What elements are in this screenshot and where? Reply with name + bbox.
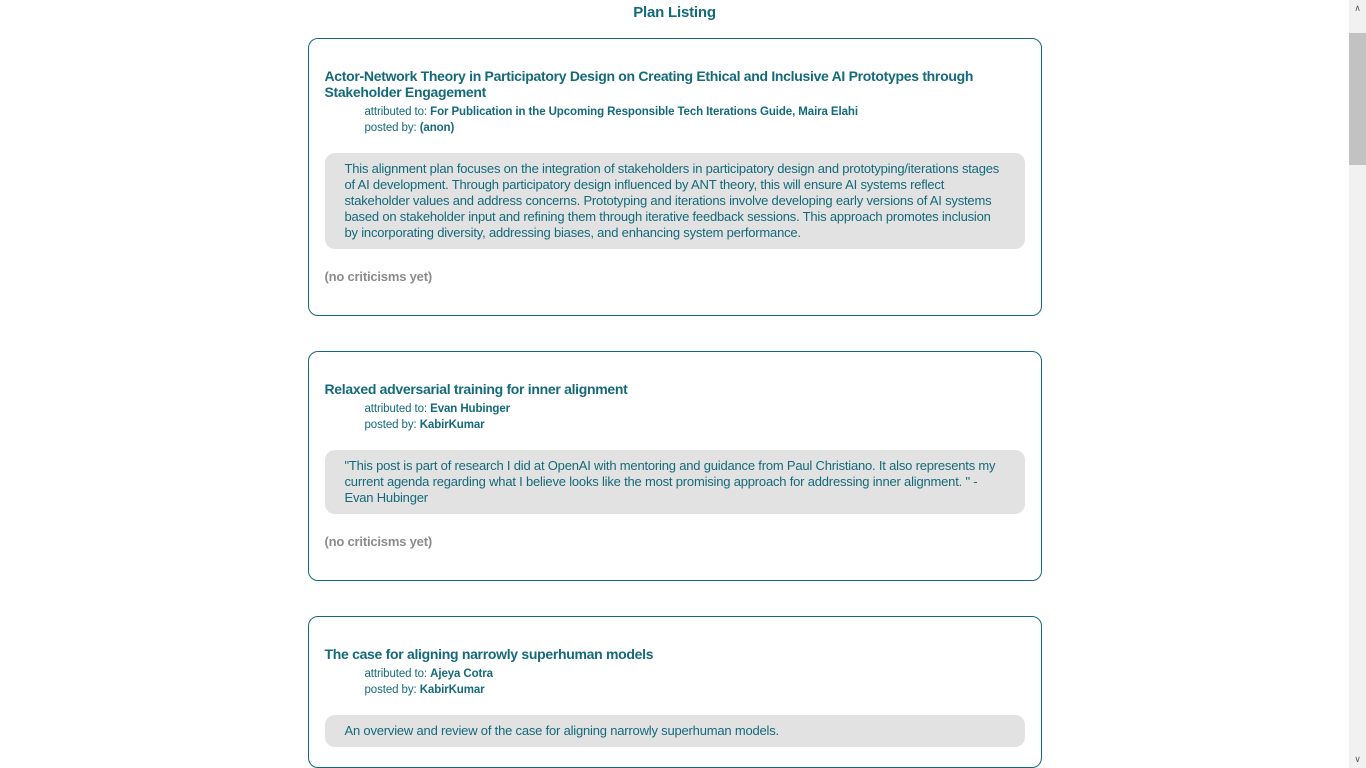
scroll-up-button[interactable] [1349, 0, 1366, 17]
plan-listing-page [0, 4, 1349, 768]
plan-description: This alignment plan focuses on the integration of stakeholders in participatory design and prototyping/iterations stages of AI development. Through participatory design influenced by ANT theory, this will ensure AI systems reflect stakeholder values and address concerns. Prototyping and iterations involve developing early versions of AI systems based on stakeholder input and refining them through iterative feedback sessions. This approach promotes inclusion by incorporating diversity, addressing biases, and enhancing system performance. [325, 153, 1025, 249]
attributed-to-value: For Publication in the Upcoming Responsible Tech Iterations Guide, Maira Elahi [430, 106, 858, 118]
posted-by-value: KabirKumar [419, 684, 485, 696]
attributed-to-label: attributed to: [364, 403, 428, 415]
posted-by-line [365, 417, 1025, 433]
plan-description: An overview and review of the case for aligning narrowly superhuman models. [325, 715, 1025, 747]
plan-title: Relaxed adversarial training for inner alignment [324, 381, 628, 397]
no-criticisms-note: (no criticisms yet) [324, 534, 432, 549]
plan-description: "This post is part of research I did at OpenAI with mentoring and guidance from Paul Christiano. It also represents my current agenda regarding what I believe looks like the most promising approach for addressing inner alignment. " - Evan Hubinger [325, 450, 1025, 514]
scroll-down-button[interactable] [1349, 751, 1366, 768]
posted-by-value: (anon) [419, 122, 455, 134]
plan-title: Actor-Network Theory in Participatory Design on Creating Ethical and Inclusive AI Prototypes through Stakeholder Engagement [324, 68, 974, 100]
attributed-to-line [365, 104, 1025, 120]
posted-by-label: posted by: [364, 684, 417, 696]
attributed-to-line [365, 666, 1025, 682]
chevron-up-icon: ∧ [1354, 3, 1361, 13]
scrollbar-thumb[interactable] [1349, 33, 1366, 165]
attributed-to-value: Ajeya Cotra [430, 668, 493, 680]
chevron-down-icon: ∨ [1354, 754, 1361, 764]
plan-card [308, 38, 1042, 316]
plan-list [0, 38, 1349, 768]
plan-meta [365, 666, 1025, 698]
plan-title: The case for aligning narrowly superhuman models [324, 646, 654, 662]
posted-by-label: posted by: [364, 419, 417, 431]
posted-by-value: KabirKumar [419, 419, 485, 431]
page-title: Plan Listing [633, 4, 716, 21]
posted-by-line [365, 120, 1025, 136]
posted-by-label: posted by: [364, 122, 417, 134]
attributed-to-line [365, 401, 1025, 417]
plan-card [308, 351, 1042, 581]
plan-card [308, 616, 1042, 768]
attributed-to-label: attributed to: [364, 668, 428, 680]
attributed-to-label: attributed to: [364, 106, 428, 118]
posted-by-line [365, 682, 1025, 698]
scrollbar[interactable] [1349, 0, 1366, 768]
attributed-to-value: Evan Hubinger [430, 403, 510, 415]
plan-meta [365, 104, 1025, 136]
plan-meta [365, 401, 1025, 433]
no-criticisms-note: (no criticisms yet) [324, 269, 432, 284]
